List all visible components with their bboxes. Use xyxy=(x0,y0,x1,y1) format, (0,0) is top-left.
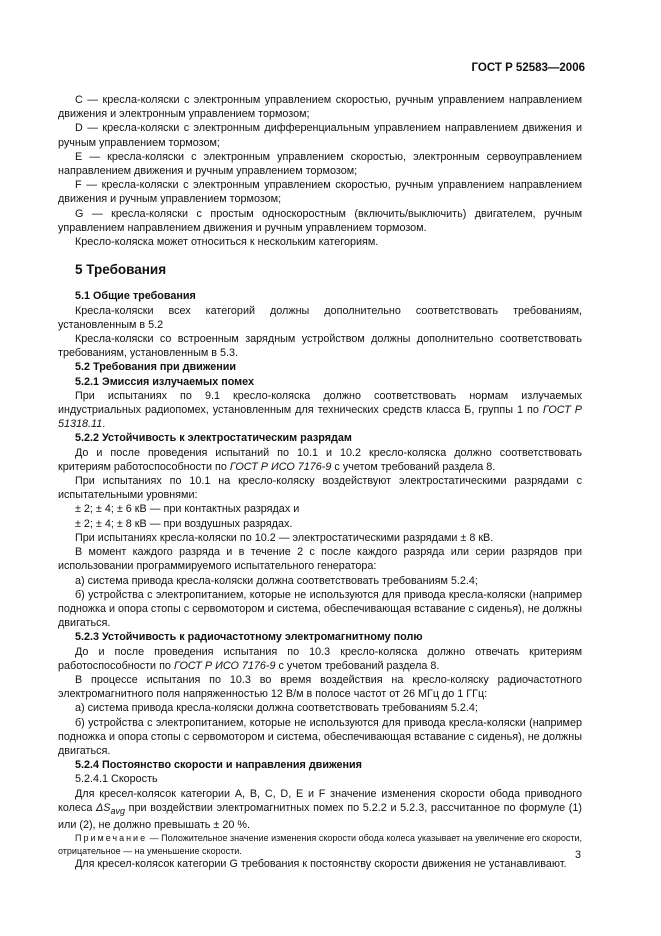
standard-reference: ГОСТ Р 51318.11 xyxy=(58,404,582,431)
section-5-2-3-para-2: В процессе испытания по 10.3 во время воздействия на кресло-коляску радиочастотного электромагнитного поля напряженностью 12 В/м в полосе частот от 26 МГц до 1 ГГц: xyxy=(58,673,582,701)
category-f: F — кресла-коляски с электронным управлением скоростью, ручным управлением направлением движения и ручным управлением тормозом; xyxy=(58,179,582,206)
note-label: Примечание xyxy=(75,833,148,844)
section-5-2-2-para-2: При испытаниях по 10.1 на кресло-коляску воздействуют электростатическими разрядами с испытательными уровнями: xyxy=(58,475,582,502)
section-5-2-3-para-1: До и после проведения испытания по 10.3 кресло-коляска должно отвечать критериям работоспособности по ГОСТ Р ИСО 7176-9 с учетом требований раздела 8. xyxy=(58,645,582,672)
section-5-1-heading: 5.1 Общие требования xyxy=(75,290,196,303)
contact-discharge-levels: ± 2; ± 4; ± 6 кВ — при контактных разрядах и xyxy=(75,503,300,516)
section-5-2-1-para: При испытаниях по 9.1 кресло-коляска должно соответствовать нормам излучаемых индустриальных радиопомех, установленным для технических средств класса Б, группы 1 по ГОСТ Р 51318.11. xyxy=(58,389,582,431)
page-number: 3 xyxy=(574,849,581,861)
section-5-2-4-1-para-1: Для кресел-колясок категории A, B, C, D, E и F значение изменения скорости обода приводного колеса $\Delta S_{avg}$ при воздействии электромагнитных помех по 5.2.2 и 5.2.3, рассчитанное по формуле (1) или (2), не должно превышать ± 20 %. xyxy=(58,787,582,832)
note xyxy=(58,832,582,857)
standard-reference: ГОСТ Р ИСО 7176-9 xyxy=(173,659,276,672)
section-5-2-2-para-3: При испытаниях кресла-коляски по 10.2 — электростатическими разрядами ± 8 кВ. xyxy=(75,531,494,544)
section-5-2-4-1-heading: 5.2.4.1 Скорость xyxy=(75,773,158,786)
category-note: Кресло-коляска может относиться к нескольким категориям. xyxy=(75,236,379,249)
category-c: C — кресла-коляски с электронным управлением скоростью, ручным управлением направлением движения и электронным управлением тормозом; xyxy=(58,94,582,121)
section-5-2-2-para-4: В момент каждого разряда и в течение 2 с после каждого разряда или серии разрядов при использовании программируемого испытательного генератора: xyxy=(58,546,582,573)
air-discharge-levels: ± 2; ± 4; ± 8 кВ — при воздушных разрядах. xyxy=(75,517,293,530)
category-g: G — кресла-коляски с простым односкоростным (включить/выключить) двигателем, ручным управлением направлением движения и ручным управлением тормозом. xyxy=(58,207,582,234)
note-text: — Положительное значение изменения скорости обода колеса указывает на увеличение его скорости, отрицательное — на уменьшение скорости. xyxy=(58,833,582,856)
section-5-2-2-heading: 5.2.2 Устойчивость к электростатическим разрядам xyxy=(75,432,352,445)
section-5-2-3-heading: 5.2.3 Устойчивость к радиочастотному электромагнитному полю xyxy=(75,631,423,644)
standard-reference: ГОСТ Р ИСО 7176-9 xyxy=(229,460,332,473)
section-5-2-heading: 5.2 Требования при движении xyxy=(75,361,237,374)
speed-change-symbol: $\Delta S_{avg}$ xyxy=(96,801,125,816)
section-5-2-3-item-a: а) система привода кресла-коляски должна соответствовать требованиям 5.2.4; xyxy=(75,702,478,715)
section-5-heading: 5 Требования xyxy=(75,262,167,278)
page-body xyxy=(58,93,582,872)
section-5-2-2-para-1: До и после проведения испытаний по 10.1 и 10.2 кресло-коляска должно соответствовать критериям работоспособности по ГОСТ Р ИСО 7176-9 с учетом требований раздела 8. xyxy=(58,446,582,473)
section-5-2-2-item-a: а) система привода кресла-коляски должна соответствовать требованиям 5.2.4; xyxy=(75,574,478,587)
section-5-2-3-item-b: б) устройства с электропитанием, которые не используются для привода кресла-коляски (например подножка и опора стопы с сервомотором и система, обеспечивающая вставание с сиденья), не должны двигаться. xyxy=(58,716,582,757)
category-d: D — кресла-коляски с электронным дифференциальным управлением направлением движения и ручным управлением тормозом; xyxy=(58,122,582,149)
section-5-1-para-2: Кресла-коляски со встроенным зарядным устройством должны дополнительно соответствовать требованиям, установленным в 5.3. xyxy=(58,333,582,360)
section-5-2-4-heading: 5.2.4 Постоянство скорости и направления движения xyxy=(75,759,362,772)
document-header: ГОСТ Р 52583—2006 xyxy=(471,62,585,74)
category-e: E — кресла-коляски с электронным управлением скоростью, электронным сервоуправлением направлением движения и ручным управлением тормозом; xyxy=(58,150,582,178)
section-5-2-2-item-b: б) устройства с электропитанием, которые не используются для привода кресла-коляски (например подножка и опора стопы с сервомотором и система, обеспечивающая вставание с сиденья), не должны двигаться. xyxy=(58,588,582,630)
section-5-2-4-1-para-2: Для кресел-колясок категории G требования к постоянству скорости движения не устанавливают. xyxy=(75,858,567,871)
section-5-1-para-1: Кресла-коляски всех категорий должны дополнительно соответствовать требованиям, установленным в 5.2 xyxy=(58,304,582,331)
section-5-2-1-heading: 5.2.1 Эмиссия излучаемых помех xyxy=(75,375,255,388)
